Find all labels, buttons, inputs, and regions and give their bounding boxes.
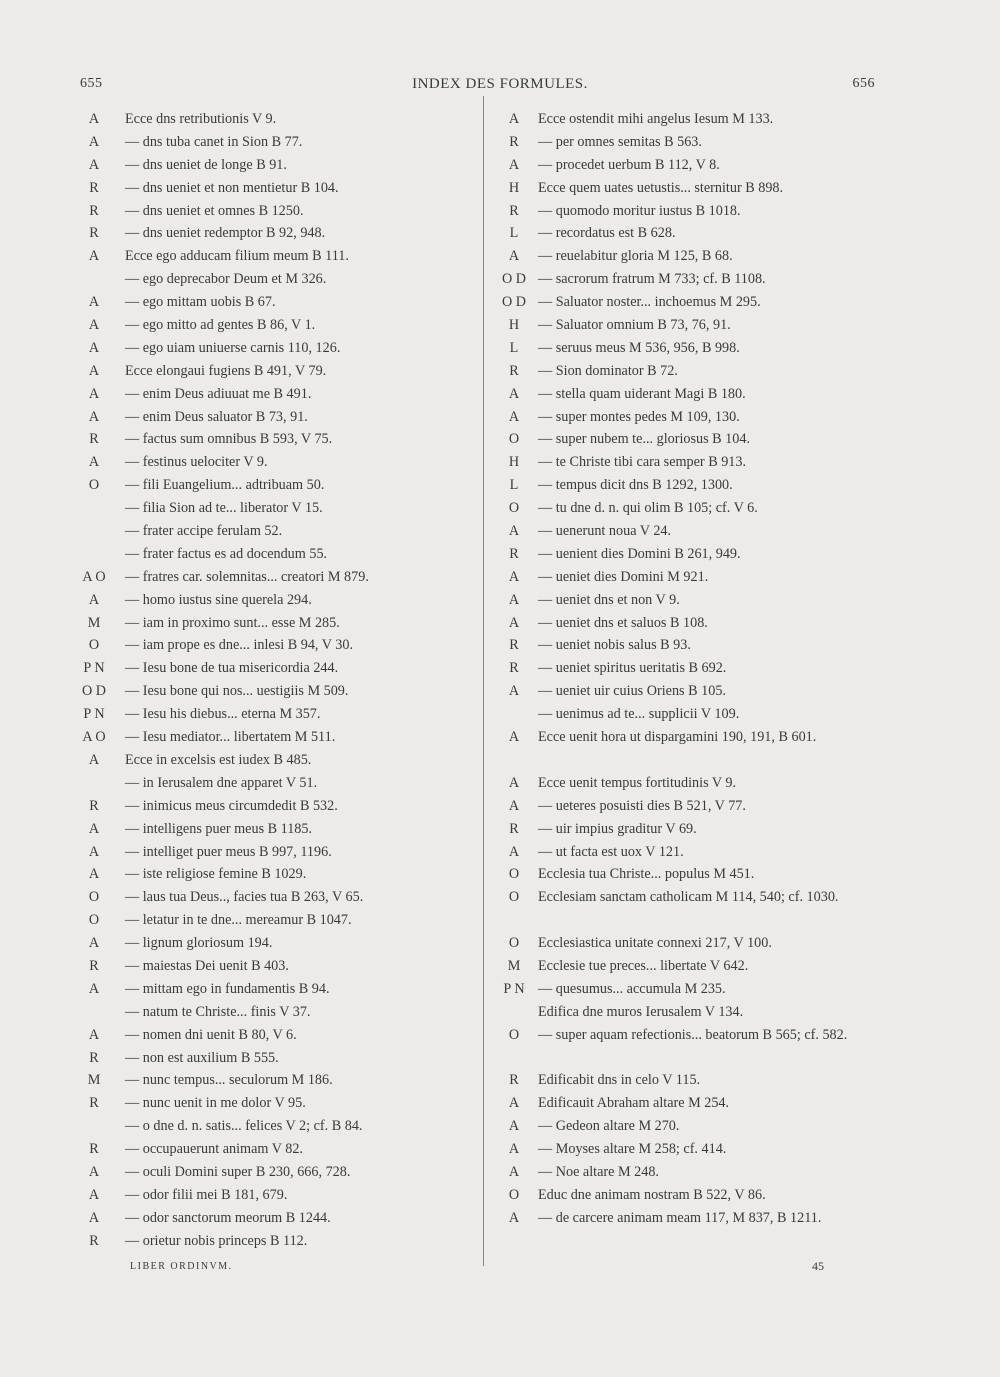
entry-text: — uenerunt noua V 24. [538, 523, 672, 540]
index-entry [70, 978, 470, 1001]
entry-text: — homo iustus sine querela 294. [125, 591, 312, 608]
entry-marker: A [508, 797, 520, 814]
entry-marker: A [88, 751, 100, 768]
index-entry [490, 1138, 910, 1161]
entry-text: — iam in proximo sunt... esse M 285. [125, 614, 340, 631]
index-entry [70, 634, 470, 657]
index-entry [490, 955, 910, 978]
index-entry [490, 406, 910, 429]
entry-marker: A [508, 614, 520, 631]
entry-text: — dns ueniet et omnes B 1250. [125, 202, 304, 219]
entry-marker: O [88, 912, 100, 929]
entry-marker: R [89, 1095, 99, 1112]
index-entry [70, 1207, 470, 1230]
entry-text: — per omnes semitas B 563. [538, 133, 702, 150]
entry-marker: O D [501, 271, 527, 288]
entry-marker: A [88, 1026, 100, 1043]
entry-text: — nunc uenit in me dolor V 95. [125, 1095, 306, 1112]
entry-text: — tu dne d. n. qui olim B 105; cf. V 6. [538, 500, 758, 517]
index-entry [70, 1001, 470, 1024]
entry-text: — lignum gloriosum 194. [125, 935, 273, 952]
entry-marker: A [508, 156, 520, 173]
entry-marker: A [88, 843, 100, 860]
entry-text: — maiestas Dei uenit B 403. [125, 957, 289, 974]
entry-text: — dns ueniet redemptor B 92, 948. [125, 225, 326, 242]
entry-text: — ego uiam uniuerse carnis 110, 126. [125, 339, 341, 356]
entry-marker: A [88, 935, 100, 952]
entry-marker: A [508, 1095, 520, 1112]
entry-text: — tempus dicit dns B 1292, 1300. [538, 477, 733, 494]
left-column [70, 108, 470, 1253]
index-entry [490, 634, 910, 657]
index-entry [490, 795, 910, 818]
entry-marker: A [88, 591, 100, 608]
index-entry [490, 1024, 910, 1070]
entry-text: — o dne d. n. satis... felices V 2; cf. B 84. [125, 1118, 363, 1135]
entry-marker: L [509, 225, 519, 242]
index-entry [70, 337, 470, 360]
index-entry [490, 1115, 910, 1138]
index-entry [490, 108, 910, 131]
index-entry [490, 1184, 910, 1207]
entry-marker: O D [81, 683, 107, 700]
entry-text: Ecce uenit tempus fortitudinis V 9. [538, 774, 737, 791]
index-entry [490, 543, 910, 566]
entry-text: — ut facta est uox V 121. [538, 843, 684, 860]
entry-marker: A [88, 1186, 100, 1203]
entry-text: — Saluator omnium B 73, 76, 91. [538, 317, 731, 334]
index-entry [490, 566, 910, 589]
entry-marker: A [88, 408, 100, 425]
entry-text: — laus tua Deus.., facies tua B 263, V 65. [125, 889, 364, 906]
entry-marker: R [509, 1072, 519, 1089]
entry-marker: A [508, 1118, 520, 1135]
entry-marker: A [88, 133, 100, 150]
entry-text: — iste religiose femine B 1029. [125, 866, 307, 883]
entry-marker: A [88, 385, 100, 402]
entry-text: — occupauerunt animam V 82. [125, 1141, 303, 1158]
entry-text: — stella quam uiderant Magi B 180. [538, 385, 746, 402]
entry-text: — uir impius graditur V 69. [538, 820, 697, 837]
entry-marker: P N [503, 980, 525, 997]
entry-marker: A [88, 980, 100, 997]
entry-marker: A [508, 1164, 520, 1181]
entry-text: — festinus uelociter V 9. [125, 454, 268, 471]
index-entry [70, 680, 470, 703]
entry-text: — sacrorum fratrum M 733; cf. B 1108. [538, 271, 766, 288]
entry-marker: A [508, 568, 520, 585]
entry-marker: M [87, 1072, 101, 1089]
entry-marker: A [508, 523, 520, 540]
entry-marker: R [509, 362, 519, 379]
entry-marker: M [87, 614, 101, 631]
entry-text: — reuelabitur gloria M 125, B 68. [538, 248, 733, 265]
page-number-left: 655 [80, 76, 103, 91]
entry-marker: R [509, 660, 519, 677]
entry-marker: A [508, 248, 520, 265]
entry-text: — enim Deus saluator B 73, 91. [125, 408, 308, 425]
entry-marker: H [508, 179, 520, 196]
entry-text: — Iesu his diebus... eterna M 357. [125, 706, 321, 723]
index-entry [70, 154, 470, 177]
index-entry [70, 1184, 470, 1207]
entry-text: — ueniet dns et saluos B 108. [538, 614, 708, 631]
index-entry [70, 1115, 470, 1138]
entry-text: — ego mittam uobis B 67. [125, 294, 276, 311]
entry-text: — ueniet spiritus ueritatis B 692. [538, 660, 727, 677]
index-entry [490, 497, 910, 520]
entry-text: — Iesu mediator... libertatem M 511. [125, 729, 336, 746]
entry-text: — ueniet dies Domini M 921. [538, 568, 709, 585]
entry-marker: A [88, 866, 100, 883]
index-entry [490, 383, 910, 406]
entry-text: — Noe altare M 248. [538, 1164, 659, 1181]
entry-text: Ecclesiastica unitate connexi 217, V 100. [538, 935, 772, 952]
index-entry [490, 245, 910, 268]
entry-marker: R [89, 1232, 99, 1249]
entry-marker: A [508, 1141, 520, 1158]
index-entry [70, 612, 470, 635]
entry-text: — Sion dominator B 72. [538, 362, 678, 379]
index-entry [490, 612, 910, 635]
index-entry [70, 474, 470, 497]
entry-text: — filia Sion ad te... liberator V 15. [125, 500, 323, 517]
entry-marker: A [88, 317, 100, 334]
index-entry [490, 268, 910, 291]
entry-marker: R [509, 133, 519, 150]
entry-text: — quomodo moritur iustus B 1018. [538, 202, 741, 219]
index-entry [70, 1092, 470, 1115]
index-entry [70, 520, 470, 543]
index-entry [70, 1230, 470, 1253]
page-number-right: 656 [852, 76, 875, 91]
entry-text: — natum te Christe... finis V 37. [125, 1003, 311, 1020]
entry-text: Edificabit dns in celo V 115. [538, 1072, 701, 1089]
index-entry [490, 222, 910, 245]
entry-text: Ecce uenit hora ut dispargamini 190, 191, B 601. [538, 729, 817, 746]
index-entry [70, 909, 470, 932]
index-entry [70, 772, 470, 795]
entry-text: — mittam ego in fundamentis B 94. [125, 980, 330, 997]
index-entry [70, 1161, 470, 1184]
entry-marker: R [509, 202, 519, 219]
entry-marker: A [508, 408, 520, 425]
entry-text: — seruus meus M 536, 956, B 998. [538, 339, 740, 356]
index-entry [70, 818, 470, 841]
entry-text: — ueniet uir cuius Oriens B 105. [538, 683, 726, 700]
entry-marker: P N [83, 706, 105, 723]
index-entry [70, 314, 470, 337]
index-entry [70, 886, 470, 909]
index-entry [70, 1047, 470, 1070]
entry-text: — dns ueniet de longe B 91. [125, 156, 287, 173]
entry-marker: A O [82, 729, 106, 746]
entry-marker: A [88, 294, 100, 311]
column-divider [483, 96, 484, 1266]
entry-text: Educ dne animam nostram B 522, V 86. [538, 1186, 766, 1203]
index-entry [490, 1001, 910, 1024]
entry-text: — super montes pedes M 109, 130. [538, 408, 740, 425]
entry-marker: R [89, 202, 99, 219]
entry-text: — super nubem te... gloriosus B 104. [538, 431, 751, 448]
entry-marker: R [89, 957, 99, 974]
entry-marker: A [508, 774, 520, 791]
index-entry [490, 657, 910, 680]
entry-text: Ecce dns retributionis V 9. [125, 111, 277, 127]
entry-marker: A [88, 339, 100, 356]
index-entry [70, 108, 470, 131]
index-entry [70, 863, 470, 886]
entry-marker: A [88, 111, 100, 127]
entry-text: — fratres car. solemnitas... creatori M 879. [125, 568, 369, 585]
entry-marker: M [507, 957, 521, 974]
entry-marker: R [89, 225, 99, 242]
entry-text: — oculi Domini super B 230, 666, 728. [125, 1163, 351, 1180]
entry-text: Ecce elongaui fugiens B 491, V 79. [125, 362, 327, 379]
entry-text: — fili Euangelium... adtribuam 50. [125, 477, 325, 494]
index-entry [490, 726, 910, 772]
footer-sheet-number: 45 [812, 1259, 824, 1273]
right-column [490, 108, 910, 1253]
entry-text: — odor sanctorum meorum B 1244. [125, 1209, 331, 1226]
index-entry [70, 497, 470, 520]
index-entry [70, 932, 470, 955]
index-entry [490, 1161, 910, 1184]
entry-marker: A [88, 156, 100, 173]
entry-marker: A [88, 1163, 100, 1180]
entry-text: — frater factus es ad docendum 55. [125, 545, 328, 562]
entry-marker: A [88, 248, 100, 265]
index-entry [490, 314, 910, 337]
index-entry [490, 680, 910, 703]
index-entry [490, 1207, 910, 1253]
entry-marker: R [89, 179, 99, 196]
index-entry [70, 177, 470, 200]
entry-text: — orietur nobis princeps B 112. [125, 1232, 308, 1249]
entry-text: — nunc tempus... seculorum M 186. [125, 1072, 333, 1089]
index-entry [70, 703, 470, 726]
entry-marker: O [88, 889, 100, 906]
index-entry [490, 154, 910, 177]
index-entry [70, 200, 470, 223]
entry-text: — uenimus ad te... supplicii V 109. [538, 706, 740, 723]
entry-text: — ego mitto ad gentes B 86, V 1. [125, 317, 316, 334]
entry-text: — intelliget puer meus B 997, 1196. [125, 843, 332, 860]
index-entry [490, 291, 910, 314]
entry-text: Edificauit Abraham altare M 254. [538, 1095, 730, 1112]
index-entry [490, 818, 910, 841]
entry-marker: A [508, 843, 520, 860]
entry-text: — intelligens puer meus B 1185. [125, 820, 313, 837]
entry-marker: A [508, 1209, 520, 1226]
entry-marker: A [88, 820, 100, 837]
entry-marker: A [88, 362, 100, 379]
index-entry [490, 886, 910, 932]
index-entry [70, 131, 470, 154]
entry-marker: O [88, 637, 100, 654]
index-entry [490, 1069, 910, 1092]
entry-text: Ecclesie tue preces... libertate V 642. [538, 957, 749, 974]
entry-marker: O [508, 935, 520, 952]
entry-marker: O [508, 500, 520, 517]
index-entry [490, 978, 910, 1001]
entry-text: — Gedeon altare M 270. [538, 1118, 680, 1135]
entry-text: — inimicus meus circumdedit B 532. [125, 797, 338, 814]
entry-marker: L [509, 339, 519, 356]
entry-text: — Iesu bone qui nos... uestigiis M 509. [125, 683, 349, 700]
index-entry [490, 131, 910, 154]
entry-text: Ecce quem uates uetustis... sternitur B 898. [538, 179, 784, 196]
entry-text: — ueteres posuisti dies B 521, V 77. [538, 797, 746, 814]
index-entry [490, 841, 910, 864]
index-entry [490, 451, 910, 474]
index-entry [490, 177, 910, 200]
index-entry [70, 566, 470, 589]
entry-marker: H [508, 317, 520, 334]
index-entry [70, 222, 470, 245]
index-entry [490, 772, 910, 795]
entry-text: — odor filii mei B 181, 679. [125, 1186, 288, 1203]
entry-text: — in Ierusalem dne apparet V 51. [125, 774, 318, 791]
entry-text: — non est auxilium B 555. [125, 1049, 279, 1066]
index-entry [490, 1092, 910, 1115]
entry-text: — Moyses altare M 258; cf. 414. [538, 1141, 727, 1158]
entry-text: Ecce ego adducam filium meum B 111. [125, 248, 349, 265]
entry-marker: A [508, 683, 520, 700]
page-title: INDEX DES FORMULES. [412, 76, 588, 92]
index-entry [490, 703, 910, 726]
entry-text: — super aquam refectionis... beatorum B 565; cf. 582. [538, 1026, 848, 1043]
index-entry [490, 200, 910, 223]
entry-text: — Iesu bone de tua misericordia 244. [125, 660, 339, 677]
entry-text: — recordatus est B 628. [538, 225, 676, 242]
entry-marker: H [508, 454, 520, 471]
index-entry [490, 932, 910, 955]
entry-text: Ecce ostendit mihi angelus Iesum M 133. [538, 111, 774, 127]
index-entry [490, 863, 910, 886]
entry-text: — dns ueniet et non mentietur B 104. [125, 179, 339, 196]
index-entry [490, 337, 910, 360]
entry-text: — enim Deus adiuuat me B 491. [125, 385, 312, 402]
index-entry [70, 245, 470, 268]
index-entry [70, 726, 470, 749]
entry-text: — nomen dni uenit B 80, V 6. [125, 1026, 297, 1043]
entry-marker: A [88, 454, 100, 471]
entry-text: — ueniet dns et non V 9. [538, 591, 680, 608]
index-entry [70, 1069, 470, 1092]
index-entry [490, 428, 910, 451]
entry-marker: R [89, 797, 99, 814]
index-entry [70, 795, 470, 818]
entry-text: — frater accipe ferulam 52. [125, 523, 283, 540]
index-entry [70, 841, 470, 864]
entry-marker: R [509, 820, 519, 837]
entry-marker: O [508, 866, 520, 883]
index-entry [490, 360, 910, 383]
entry-marker: O [88, 477, 100, 494]
entry-marker: O [508, 889, 520, 906]
entry-marker: R [89, 1049, 99, 1066]
index-entry [490, 589, 910, 612]
index-entry [70, 428, 470, 451]
entry-text: — procedet uerbum B 112, V 8. [538, 156, 720, 173]
entry-marker: O [508, 431, 520, 448]
index-entry [70, 657, 470, 680]
entry-text: — iam prope es dne... inlesi B 94, V 30. [125, 637, 354, 654]
entry-marker: A [508, 729, 520, 746]
entry-text: — quesumus... accumula M 235. [538, 980, 726, 997]
entry-marker: R [509, 637, 519, 654]
entry-marker: A O [82, 568, 106, 585]
entry-text: Ecclesia tua Christe... populus M 451. [538, 866, 755, 883]
index-entry [70, 406, 470, 429]
index-entry [70, 1138, 470, 1161]
entry-text: Ecce in excelsis est iudex B 485. [125, 751, 312, 768]
entry-marker: R [89, 431, 99, 448]
index-entry [70, 291, 470, 314]
entry-marker: O [508, 1186, 520, 1203]
entry-text: — de carcere animam meam 117, M 837, B 1211. [538, 1209, 822, 1226]
index-entry [490, 520, 910, 543]
entry-marker: O [508, 1026, 520, 1043]
index-entry [490, 474, 910, 497]
entry-marker: A [508, 111, 520, 127]
entry-marker: L [509, 477, 519, 494]
entry-marker: P N [83, 660, 105, 677]
entry-text: — uenient dies Domini B 261, 949. [538, 545, 741, 562]
entry-marker: R [89, 1141, 99, 1158]
index-entry [70, 589, 470, 612]
entry-marker: R [509, 545, 519, 562]
index-entry [70, 1024, 470, 1047]
index-entry [70, 749, 470, 772]
index-entry [70, 383, 470, 406]
entry-text: — ueniet nobis salus B 93. [538, 637, 691, 654]
entry-text: — factus sum omnibus B 593, V 75. [125, 431, 333, 448]
entry-text: — dns tuba canet in Sion B 77. [125, 133, 303, 150]
entry-text: — ego deprecabor Deum et M 326. [125, 271, 327, 288]
index-entry [70, 268, 470, 291]
entry-marker: A [508, 385, 520, 402]
index-entry [70, 543, 470, 566]
entry-text: — te Christe tibi cara semper B 913. [538, 454, 747, 471]
entry-marker: O D [501, 294, 527, 311]
entry-marker: A [88, 1209, 100, 1226]
index-entry [70, 955, 470, 978]
entry-text: — letatur in te dne... mereamur B 1047. [125, 912, 352, 929]
index-entry [70, 451, 470, 474]
entry-text: Ecclesiam sanctam catholicam M 114, 540; cf. 1030. [538, 889, 839, 906]
footer-signature: LIBER ORDINVM. [130, 1261, 233, 1272]
index-entry [70, 360, 470, 383]
entry-marker: A [508, 591, 520, 608]
entry-text: Edifica dne muros Ierusalem V 134. [538, 1003, 744, 1020]
entry-text: — Saluator noster... inchoemus M 295. [538, 294, 761, 311]
